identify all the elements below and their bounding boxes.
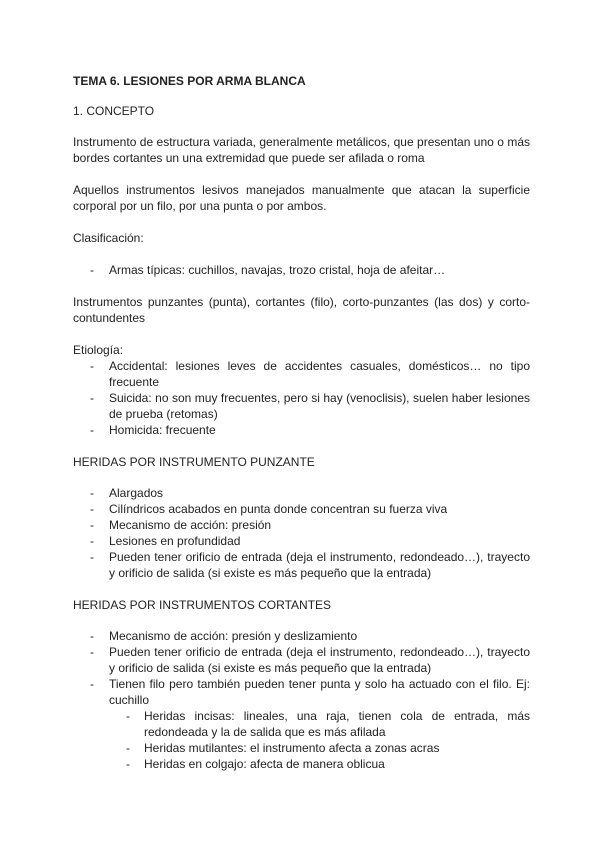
section-heading-concepto: 1. CONCEPTO — [73, 104, 155, 118]
list-item: - Alargados — [73, 485, 530, 501]
document-body — [73, 73, 530, 772]
list-item: - Tienen filo pero también pueden tener punta y solo ha actuado con el filo. Ej: cuchillo — [73, 676, 530, 708]
list-item: - Mecanismo de acción: presión — [73, 517, 530, 533]
sublist-cortantes — [73, 708, 530, 772]
list-item: - Pueden tener orificio de entrada (deja el instrumento, redondeado…), trayecto y orificio de salida (si existe es más pequeño que la entrada) — [73, 549, 530, 581]
list-item: - Armas típicas: cuchillos, navajas, trozo cristal, hoja de afeitar… — [73, 262, 530, 278]
paragraph-instrumentos: Aquellos instrumentos lesivos manejados manualmente que atacan la superficie corporal por un filo, por una punta o por ambos. — [73, 183, 530, 213]
list-item: - Pueden tener orificio de entrada (deja el instrumento, redondeado…), trayecto y orificio de salida (si existe es más pequeño que la entrada) — [73, 644, 530, 676]
list-item: - Lesiones en profundidad — [73, 533, 530, 549]
sublist-item: - Heridas incisas: lineales, una raja, tienen cola de entrada, más redondeada y la de salida que es más afilada — [73, 708, 530, 740]
list-item: - Homicida: frecuente — [73, 422, 530, 438]
label-etiologia: Etiología: — [73, 343, 124, 357]
sublist-item: - Heridas en colgajo: afecta de manera oblicua — [73, 756, 530, 772]
label-clasificacion: Clasificación: — [73, 231, 144, 245]
list-punzante — [73, 485, 530, 581]
sublist-item: - Heridas mutilantes: el instrumento afecta a zonas acras — [73, 740, 530, 756]
list-item: - Cilíndricos acabados en punta donde concentran su fuerza viva — [73, 501, 530, 517]
heading-cortantes: HERIDAS POR INSTRUMENTOS CORTANTES — [73, 598, 332, 612]
list-cortantes — [73, 628, 530, 708]
list-item: - Suicida: no son muy frecuentes, pero si hay (venoclisis), suelen haber lesiones de prueba (retomas) — [73, 390, 530, 422]
heading-punzante: HERIDAS POR INSTRUMENTO PUNZANTE — [73, 455, 315, 469]
paragraph-tipos: Instrumentos punzantes (punta), cortantes (filo), corto-punzantes (las dos) y corto-contundentes — [73, 295, 530, 325]
paragraph-definition: Instrumento de estructura variada, generalmente metálicos, que presentan uno o más bordes cortantes un una extremidad que puede ser afilada o roma — [73, 135, 530, 165]
list-item: - Accidental: lesiones leves de accidentes casuales, domésticos… no tipo frecuente — [73, 358, 530, 390]
list-clasificacion — [73, 262, 530, 278]
document-title: TEMA 6. LESIONES POR ARMA BLANCA — [73, 74, 306, 88]
list-etiologia — [73, 358, 530, 438]
list-item: - Mecanismo de acción: presión y deslizamiento — [73, 628, 530, 644]
